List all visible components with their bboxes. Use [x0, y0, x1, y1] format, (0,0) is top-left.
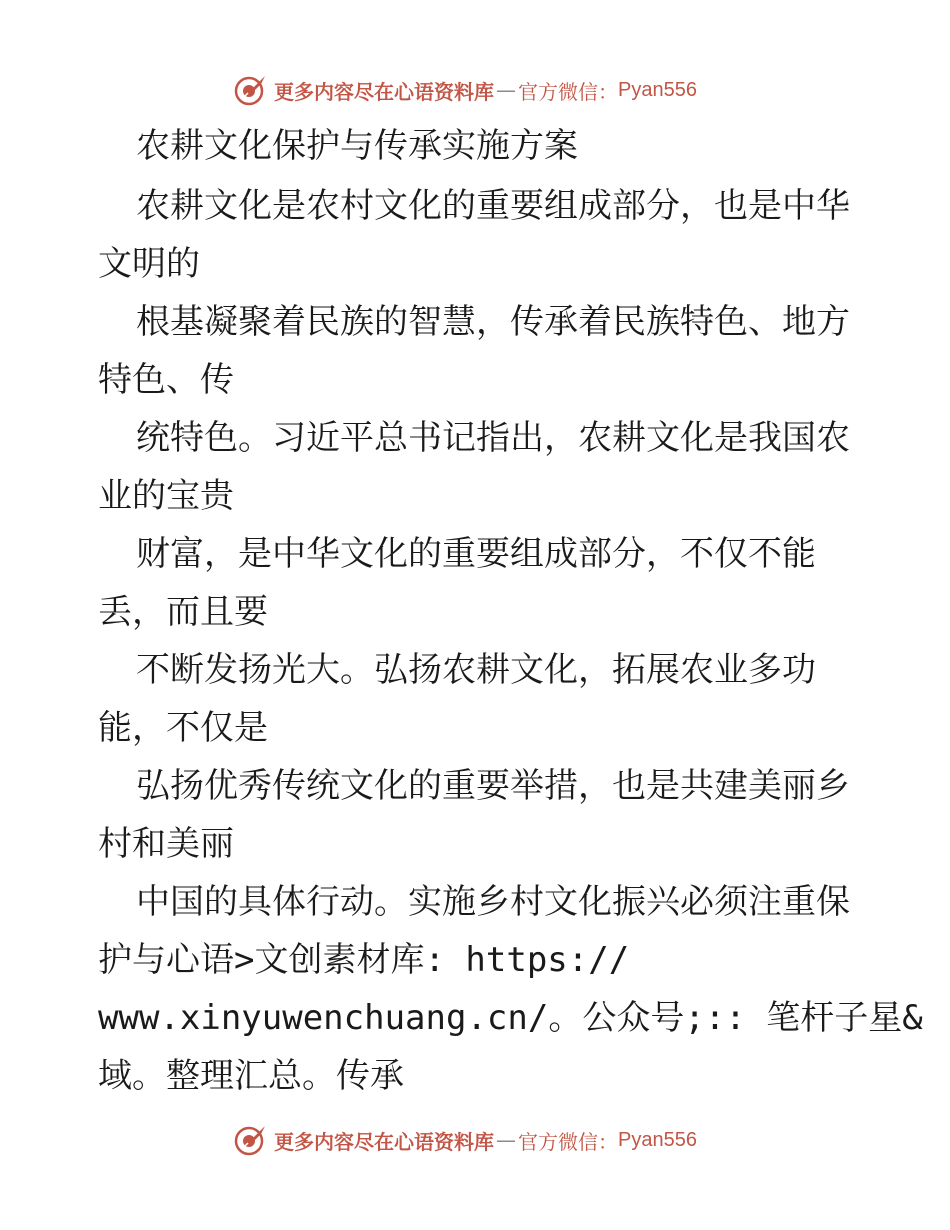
body-line: 域。整理汇总。传承 [98, 1056, 404, 1096]
body-line: 业的宝贵 [98, 476, 234, 516]
body-line: 特色、传 [98, 360, 234, 400]
body-line: 财富，是中华文化的重要组成部分，不仅不能 [136, 534, 816, 574]
banner-contact-id: Pyan556 [618, 1128, 697, 1151]
banner-contact-label: 官方微信： [518, 79, 618, 104]
body-line: 不断发扬光大。弘扬农耕文化，拓展农业多功 [136, 650, 816, 690]
body-line: 根基凝聚着民族的智慧，传承着民族特色、地方 [136, 302, 850, 342]
quill-pen-logo-icon [234, 73, 268, 107]
banner-promo-text: 更多内容尽在心语资料库 [274, 79, 494, 104]
header-banner [234, 72, 697, 108]
body-line: 农耕文化是农村文化的重要组成部分，也是中华 [136, 186, 850, 226]
body-line: 文明的 [98, 244, 200, 284]
body-line: 能，不仅是 [98, 708, 268, 748]
banner-dash: — [496, 78, 516, 102]
banner-dash: — [496, 1128, 516, 1152]
document-title: 农耕文化保护与传承实施方案 [136, 126, 578, 166]
footer-banner [234, 1122, 697, 1158]
body-line: 弘扬优秀传统文化的重要举措，也是共建美丽乡 [136, 766, 850, 806]
body-line: 丢，而且要 [98, 592, 268, 632]
quill-pen-logo-icon [234, 1123, 268, 1157]
banner-contact-id: Pyan556 [618, 78, 697, 101]
body-line: 护与心语>文创素材库: https:// [98, 940, 630, 980]
body-line: 村和美丽 [98, 824, 234, 864]
body-line-url: www.xinyuwenchuang.cn/。公众号;:: 笔杆子星& [98, 998, 923, 1038]
body-line: 中国的具体行动。实施乡村文化振兴必须注重保 [136, 882, 850, 922]
banner-promo-text: 更多内容尽在心语资料库 [274, 1129, 494, 1154]
banner-contact-label: 官方微信： [518, 1129, 618, 1154]
body-line: 统特色。习近平总书记指出，农耕文化是我国农 [136, 418, 850, 458]
